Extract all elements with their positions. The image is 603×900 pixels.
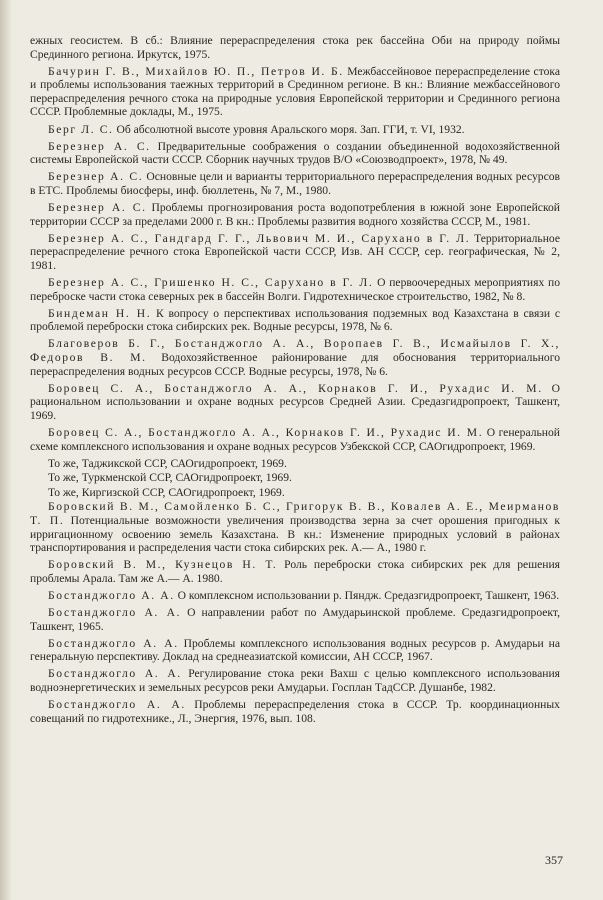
bib-entry: Биндеман Н. Н. К вопросу о перспективах использования подземных вод Казахстана в связи с проблемой переброски стока сибирских рек. Водные ресурсы, 1978, № 6. <box>30 306 560 334</box>
bib-entry: Бостанджогло А. А. О направлении работ по Амударьинской проблеме. Средазгидропроект, Ташкент, 1965. <box>30 606 560 633</box>
bib-entry: ежных геосистем. В сб.: Влияние перераспределения стока рек бассейна Оби на природу поймы Срединного региона. Иркутск, 1975. <box>30 34 560 61</box>
bib-entry: Боровский В. М., Самойленко Б. С., Григорук В. В., Ковалев А. Е., Меирманов Т. П. Потенциальные возможности увеличения производства зерна за счет орошения пригодных к ирригационному освоению земель Казахстана. В кн.: Изменение природных условий в районах транспортирования и распределения части стока сибирских рек. А.— А., 1980 г. <box>30 500 560 555</box>
bib-entry: Березнер А. С., Гришенко Н. С., Сарухано в Г. Л. О первоочередных мероприятиях по переброске части стока северных рек в бассейн Волги. Гидротехническое строительство, 1982, № 8. <box>30 276 560 303</box>
bib-entry: Боровец С. А., Бостанджогло А. А., Корнаков Г. И., Рухадис И. М. О генеральной схеме комплексного использования и охране водных ресурсов Узбекской ССР, САОгидропроект, 1969. <box>30 425 560 453</box>
bib-entry: То же, Киргизской ССР, САОгидропроект, 1969. <box>48 485 285 499</box>
bib-entry: Бостанджогло А. А. Проблемы комплексного использования водных ресурсов р. Амударьи на генеральную перспективу. Доклад на среднеазиатской комиссии, АН СССР, 1967. <box>30 636 560 664</box>
bib-entry: Березнер А. С., Гандгард Г. Г., Львович М. И., Сарухано в Г. Л. Территориальное перераспределение речного стока Европейской части СССР, Изв. АН СССР, сер. географическая, № 2, 1981. <box>30 231 560 272</box>
bib-entry: Бостанджогло А. А. Регулирование стока реки Вахш с целью комплексного использования водноэнергетических и земельных ресурсов реки Амударьи. Госплан ТадССР. Душанбе, 1982. <box>30 667 560 695</box>
bib-entry: Боровский В. М., Кузнецов Н. Т. Роль переброски стока сибирских рек для решения проблемы Арала. Там же А.— А. 1980. <box>30 558 561 585</box>
bib-entry: Березнер А. С. Проблемы прогнозирования роста водопотребления в южной зоне Европейской территории СССР за пределами 2000 г. В кн.: Проблемы развития водного хозяйства СССР, М., 1981. <box>30 201 560 228</box>
bib-entry: То же, Туркменской ССР, САОгидропроект, 1969. <box>48 471 292 485</box>
bib-entry: То же, Таджикской ССР, САОгидропроект, 1969. <box>48 456 287 470</box>
bibliography-list <box>30 34 560 729</box>
bib-entry: Берг Л. С. Об абсолютной высоте уровня Аральского моря. Зап. ГГИ, т. VI, 1932. <box>48 122 465 136</box>
bib-entry: Боровец С. А., Бостанджогло А. А., Корнаков Г. И., Рухадис И. М. О рациональном использовании и охране водных ресурсов Средней Азии. Средазгидропроект, Ташкент, 1969. <box>30 381 560 422</box>
page-number: 357 <box>545 853 563 867</box>
bib-entry: Бостанджогло А. А. Проблемы перераспределения стока в СССР. Тр. координационных совещаний по гидротехнике., Л., Энергия, 1976, вып. 108. <box>30 698 560 725</box>
binding-shadow <box>0 0 12 900</box>
bib-entry: Бостанджогло А. А. О комплексном использовании р. Пяндж. Средазгидропроект, Ташкент, 1963. <box>48 588 560 602</box>
bib-entry: Благоверов Б. Г., Бостанджогло А. А., Воропаев Г. В., Исмайылов Г. Х., Федоров В. М. Водохозяйственное районирование для обоснования территориального перераспределения водных ресурсов СССР. Водные ресурсы, 1978, № 6. <box>30 337 560 378</box>
bib-entry: Березнер А. С. Основные цели и варианты территориального перераспределения водных ресурсов в ЕТС. Проблемы биосферы, инф. бюллетень, № 7, М., 1980. <box>30 170 560 197</box>
bib-entry: Бачурин Г. В., Михайлов Ю. П., Петров И. Б. Межбассейновое перераспределение стока и проблемы использования таежных территорий в Срединном регионе. В кн.: Влияние межбассейнового перераспределения речного стока на природные условия Европейской территории и Срединного региона СССР. Проблемные доклады, М., 1975. <box>30 64 561 119</box>
bib-entry: Березнер А. С. Предварительные соображения о создании объединенной водохозяйственной системы Европейской части СССР. Сборник научных трудов В/О «Союзводпроект», 1978, № 49. <box>30 139 560 167</box>
